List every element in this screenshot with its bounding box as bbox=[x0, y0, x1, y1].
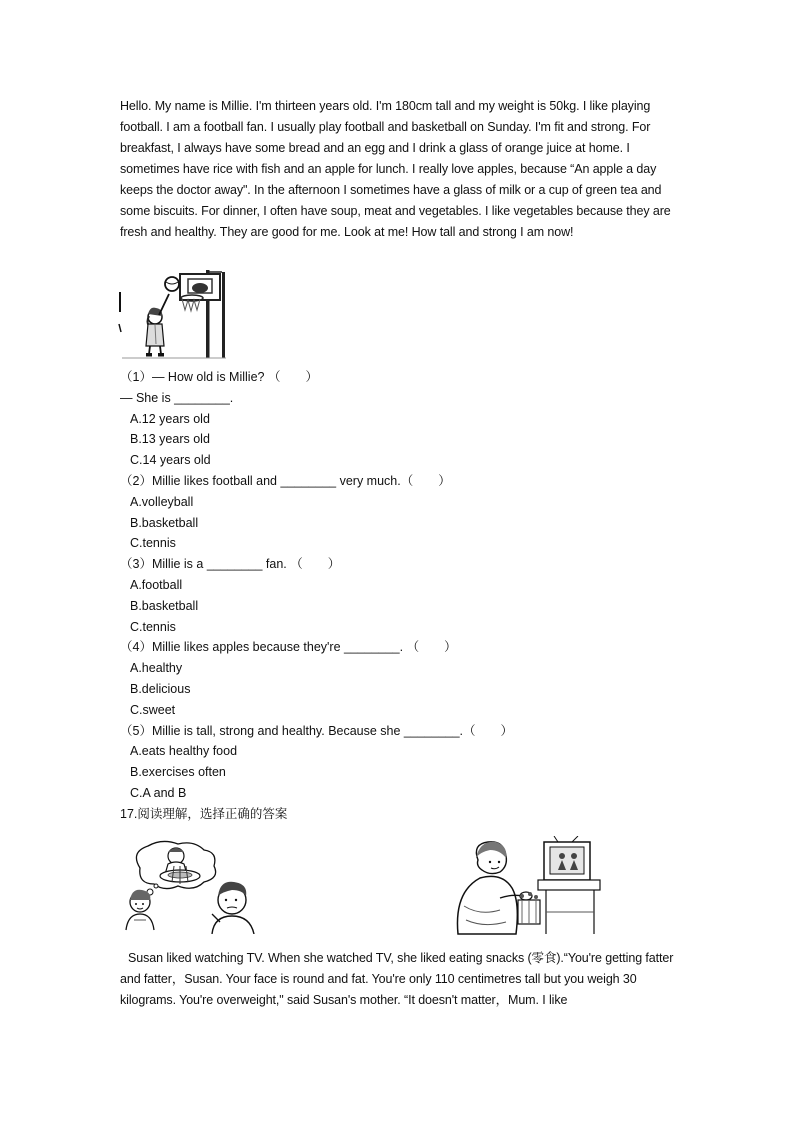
woman-watching-tv-picture bbox=[450, 836, 608, 936]
question-stem: （1）— How old is Millie? （ ） bbox=[120, 370, 318, 384]
question-3 bbox=[120, 554, 680, 637]
option-c[interactable]: C.14 years old bbox=[130, 453, 211, 468]
question-1 bbox=[120, 367, 680, 471]
option-a[interactable]: A.eats healthy food bbox=[130, 744, 238, 759]
question-stem: （5）Millie is tall, strong and healthy. Because she ________.（ ） bbox=[120, 723, 514, 738]
passage-text: Hello. My name is Millie. I'm thirteen years old. I'm 180cm tall and my weight is 50kg. I like playing football. I am a football fan. I usually play football and basketball on Sunday. I'm fit and strong. For breakfast, I always have some bread and an egg and I drink a glass of orange juice at home. I sometimes have rice with fish and an apple for lunch. I really love apples, because “An apple a day keeps the doctor away". In the afternoon I sometimes have a glass of milk or a cup of green tea and some biscuits. For dinner, I often have soup, meat and vegetables. I like vegetables because they are fresh and healthy. They are good for me. Look at me! How tall and strong I am now! bbox=[120, 99, 671, 239]
option-c[interactable]: C.tennis bbox=[130, 619, 176, 634]
option-a[interactable]: A.12 years old bbox=[130, 411, 210, 426]
option-a[interactable]: A.football bbox=[130, 577, 183, 592]
option-b[interactable]: B.exercises often bbox=[130, 765, 226, 780]
option-c[interactable]: C.sweet bbox=[130, 702, 176, 717]
section-17-title: 17.阅读理解，选择正确的答案 bbox=[120, 806, 288, 821]
option-c[interactable]: C.A and B bbox=[130, 785, 187, 800]
reading-passage-susan bbox=[120, 948, 680, 1011]
question-5 bbox=[120, 721, 680, 804]
question-list bbox=[120, 367, 680, 825]
question-4 bbox=[120, 637, 680, 720]
question-stem-line-2: — She is ________. bbox=[120, 390, 234, 405]
option-a[interactable]: A.healthy bbox=[130, 661, 183, 676]
reading-passage-millie bbox=[120, 96, 680, 243]
option-c[interactable]: C.tennis bbox=[130, 536, 176, 551]
option-b[interactable]: B.13 years old bbox=[130, 432, 210, 447]
question-stem: （4）Millie likes apples because they're ________. （ ） bbox=[120, 640, 457, 655]
basketball-girl-picture bbox=[118, 266, 230, 362]
option-a[interactable]: A.volleyball bbox=[130, 494, 194, 509]
question-stem: （3）Millie is a ________ fan. （ ） bbox=[120, 557, 341, 572]
option-b[interactable]: B.delicious bbox=[130, 681, 191, 696]
option-b[interactable]: B.basketball bbox=[130, 598, 199, 613]
question-2 bbox=[120, 471, 680, 554]
option-b[interactable]: B.basketball bbox=[130, 515, 199, 530]
passage-text: Susan liked watching TV. When she watched TV, she liked eating snacks (零食).“You're getting fatter and fatter，Susan. Your face is round and fat. You're only 110 centimetres tall but you weigh 30 kilograms. You're overweight," said Susan's mother. “It doesn't matter，Mum. I like bbox=[120, 951, 674, 1007]
question-stem: （2）Millie likes football and ________ very much.（ ） bbox=[120, 473, 451, 488]
mother-daughter-picture bbox=[120, 838, 258, 934]
